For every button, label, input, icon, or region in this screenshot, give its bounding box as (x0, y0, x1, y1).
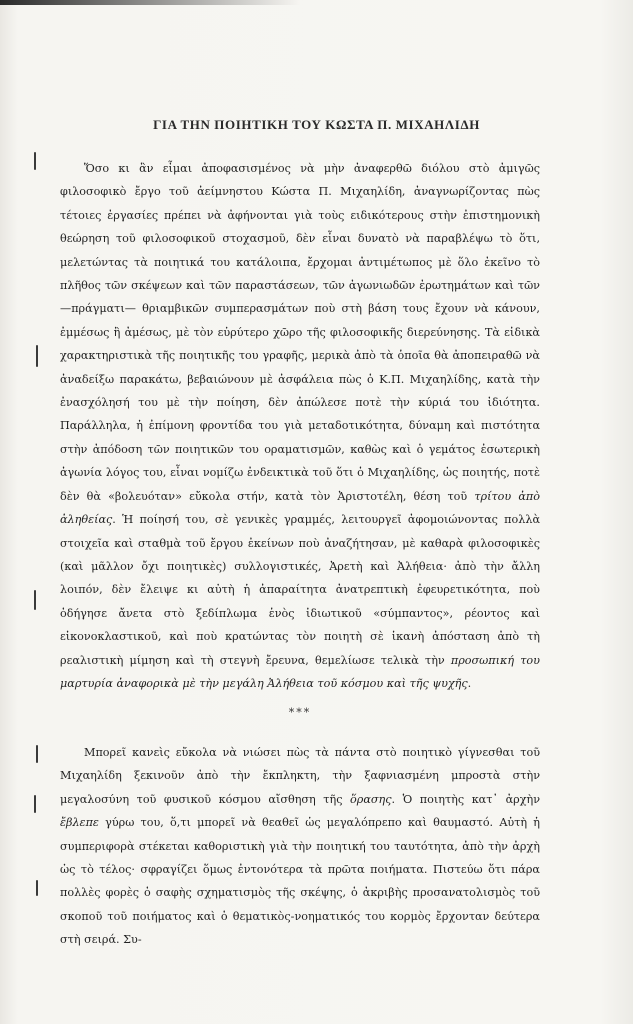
paragraph-1-italic-b: προσωπική του μαρτυρία ἀναφορικὰ μὲ τὴν μεγάλη Ἀλήθεια τοῦ κόσμου καὶ τῆς ψυχῆς (60, 653, 540, 690)
margin-mark (34, 795, 36, 813)
paragraph-2-text-b: . Ὁ ποιητὴς κατ᾽ ἀρχὴν (391, 792, 540, 806)
paragraph-1 (60, 157, 540, 695)
running-head: ΓΙΑ ΤΗΝ ΠΟΙΗΤΙΚΗ ΤΟΥ ΚΩΣΤΑ Π. ΜΙΧΑΗΛΙΔΗ (153, 117, 480, 132)
paragraph-2-italic-b: ἔβλεπε (60, 816, 99, 830)
paragraph-2-italic-a: ὅρασης (350, 792, 392, 806)
paragraph-2 (60, 741, 540, 952)
margin-mark (36, 745, 38, 763)
margin-mark (34, 152, 36, 170)
paragraph-1-text-a: Ὅσο κι ἂν εἶμαι ἀποφασισμένος νὰ μὴν ἀναφερθῶ διόλου στὸ ἀμιγῶς φιλοσοφικὸ ἔργο τοῦ ἀείμνηστου Κώστα Π. Μιχαηλίδη, ἀναγνωρίζοντας πὼς τέτοιες ἐργασίες πρέπει νὰ ἀφήνονται γιὰ τοὺς ειδικότερους στὴν ἐπιστημονικὴ θεώρηση τοῦ φιλοσοφικοῦ στοχασμοῦ, δὲν εἶναι δυνατὸ νὰ παραβλέψω τὸ ὅτι, μελετώντας τὰ ποιητικά του κατάλοιπα, ἔρχομαι ἀντιμέτωπος μὲ ὅλο ἐκεῖνο τὸ πλῆθος τῶν σκέψεων καὶ τῶν παραστάσεων, τῶν ἀγωνιωδῶν ἐρωτημάτων καὶ τῶν —πράγματι— θριαμβικῶν συμπερασμάτων ποὺ στὴ βάση τους ἔχουν νὰ κάνουν, ἐμμέσως ἢ ἀμέσως, μὲ τὸν εὐρύτερο χῶρο τῆς φιλοσοφικῆς διερεύνησης. Τὰ εἰδικὰ χαρακτηριστικὰ τῆς ποιητικῆς του γραφῆς, μερικὰ ἀπὸ τὰ ὁποῖα θὰ ἀποπειραθῶ νὰ ἀναδείξω παρακάτω, βεβαιώνουν μὲ ἀσφάλεια πὼς ὁ Κ.Π. Μιχαηλίδης, κατὰ τὴν ἐνασχόλησή του μὲ τὴν ποίηση, δὲν ἀπώλεσε ποτὲ τὴν κύριά του ἰδιότητα. Παράλληλα, ἡ ἐπίμονη φροντίδα του γιὰ μεταδοτικότητα, δύναμη καὶ πιστότητα στὴν ἀπόδοση τῶν ποιητικῶν του οραματισμῶν, καθὼς καὶ ὁ γεμάτος ἐσωτερικὴ ἀγωνία λόγος του, εἶναι νομίζω ἐνδεικτικὰ τοῦ ὅτι ὁ Μιχαηλίδης, ὡς ποιητής, ποτὲ δὲν θὰ «βολευόταν» εὔκολα στήν, κατὰ τὸν Ἀριστοτέλη, θέση τοῦ (60, 162, 540, 503)
margin-mark (36, 880, 38, 896)
margin-mark (34, 590, 36, 610)
paragraph-1-text-b: . Ἡ ποίησή του, σὲ γενικὲς γραμμές, λειτουργεῖ ἀφομοιώνοντας πολλὰ στοιχεῖα καὶ σταθμὰ τοῦ ἔργου ἐκείνων ποὺ ἀναζήτησαν, μὲ καθαρὰ φιλοσοφικὲς (καὶ μᾶλλον ὄχι ποιητικὲς) συλλογιστικές, Ἀρετὴ καὶ Ἀλήθεια· ἀπὸ τὴν ἄλλη λοιπόν, δὲν ἔλειψε κι αὐτὴ ἡ ἀπαραίτητα ἀνατρεπτικὴ ἐφευρετικότητα, ποὺ ὁδήγησε ἄνετα στὸ ξεδίπλωμα ἑνὸς ἰδιωτικοῦ «σύμπαντος», ρέοντος καὶ εἰκονοκλαστικοῦ, καὶ ποὺ κρατώντας τὸν ποιητὴ σὲ ἱκανὴ ἀπόσταση ἀπὸ τὴ ρεαλιστικὴ μίμηση καὶ τὴ στεγνὴ ἔρευνα, θεμελίωσε τελικὰ τὴν (60, 513, 540, 667)
margin-mark (36, 345, 38, 367)
section-separator: *** (288, 706, 312, 719)
paragraph-2-text-a: Μπορεῖ κανεὶς εὔκολα νὰ νιώσει πὼς τὰ πάντα στὸ ποιητικὸ γίγνεσθαι τοῦ Μιχαηλίδη ξεκινοῦν ἀπὸ τὴν ἔκπληκτη, τὴν ξαφνιασμένη μπροστὰ στὴν μεγαλοσύνη τοῦ φυσικοῦ κόσμου αἴσθηση τῆς (60, 746, 540, 806)
paragraph-1-italic-a: τρίτου ἀπὸ ἀληθείας (60, 489, 540, 527)
paragraph-2-text-c: γύρω του, ὅ,τι μπορεῖ νὰ θεαθεῖ ὡς μεγαλόπρεπο καὶ θαυμαστό. Αὐτὴ ἡ συμπεριφορὰ στέκεται καθοριστικὴ γιὰ τὴν ποιητική του ταυτότητα, ἀπὸ τὴν ἀρχὴ ὡς τὸ τέλος· σφραγίζει ὅμως ἐντονότερα τὰ πρῶτα ποιήματα. Πιστεύω ὅτι πάρα πολλὲς φορὲς ὁ σαφὴς σχηματισμὸς τῆς σκέψης, ὁ ἀκριβὴς προσανατολισμὸς τοῦ σκοποῦ τοῦ ποιήματος καὶ ὁ θεματικὸς-νοηματικός του κορμὸς ἔρχονταν δεύτερα στὴ σειρά. Συ- (60, 816, 540, 947)
paragraph-1-text-c: . (467, 676, 472, 690)
page-top-edge-shadow (0, 0, 300, 5)
